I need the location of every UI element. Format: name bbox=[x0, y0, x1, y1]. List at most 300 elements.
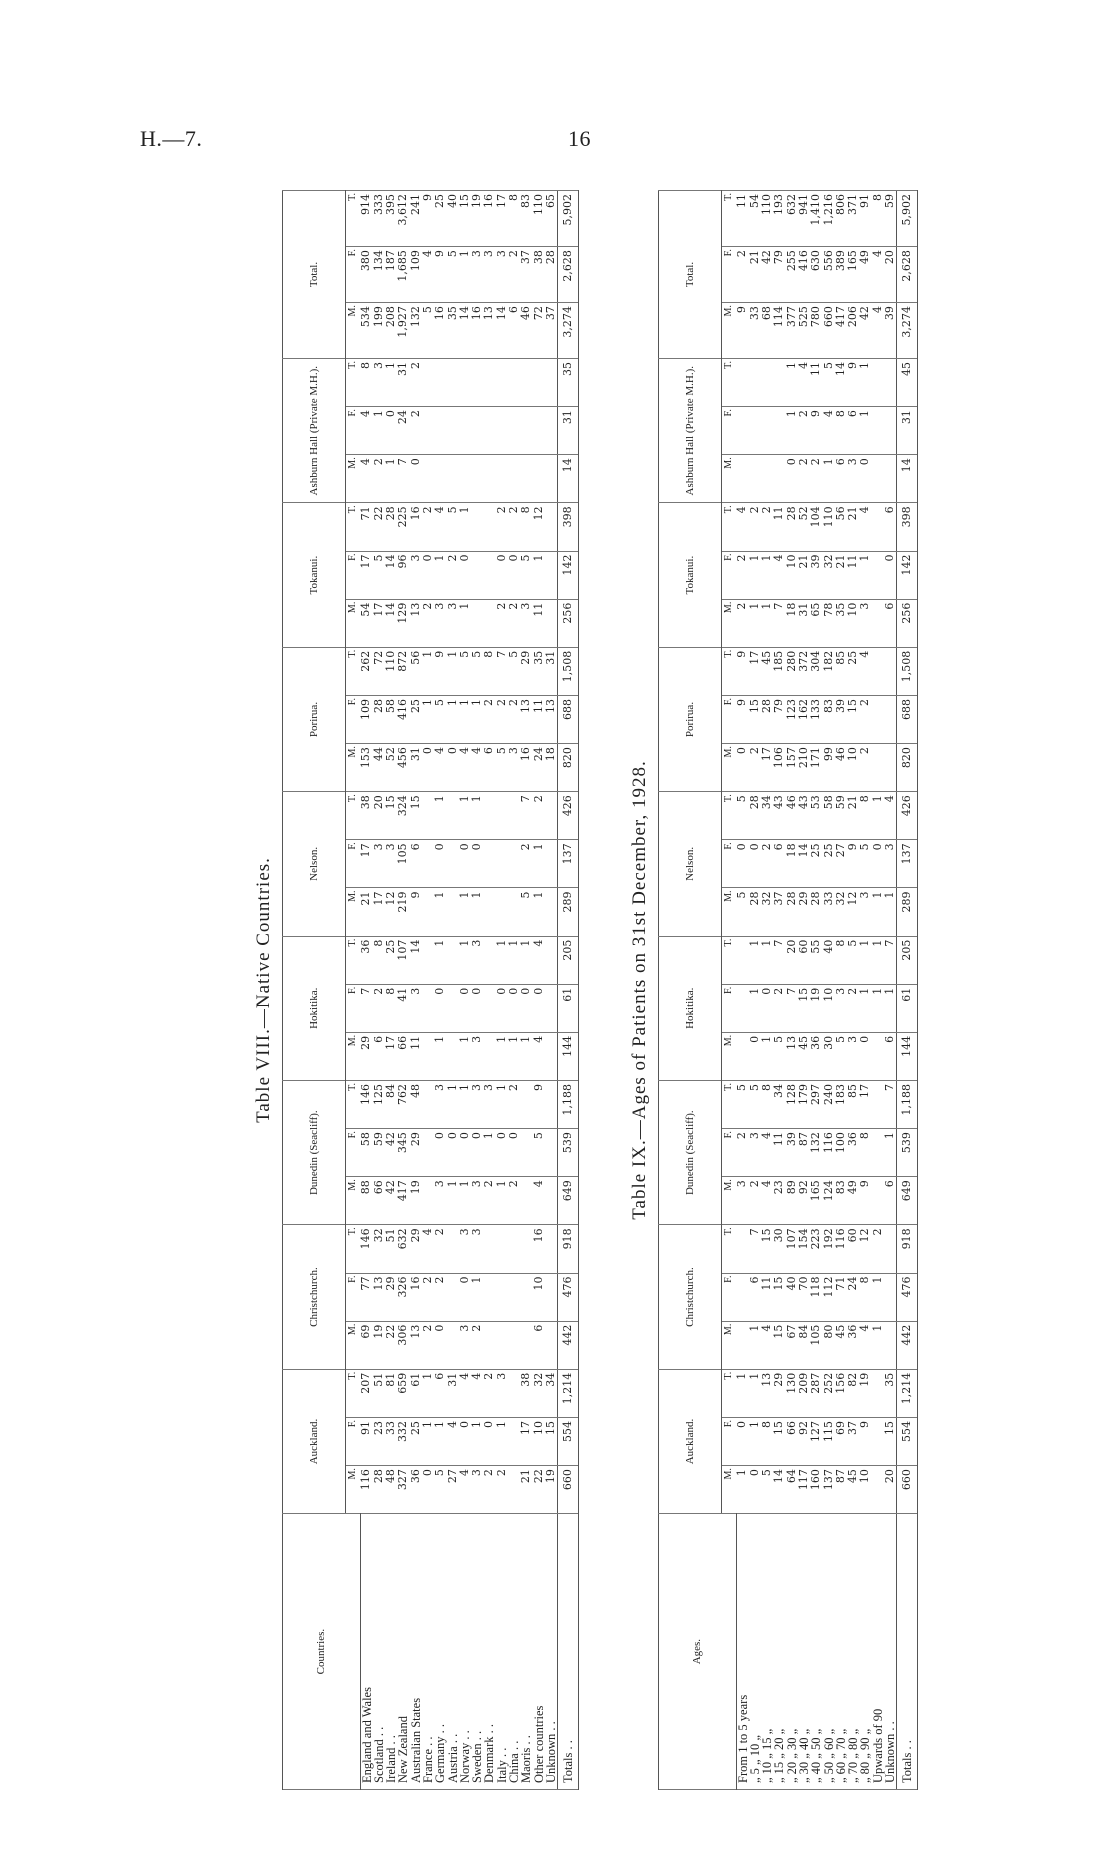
subheader-f: F. bbox=[722, 1273, 737, 1321]
cell-value bbox=[545, 1273, 558, 1321]
cell-value: 11 bbox=[847, 551, 859, 599]
cell-value: 2 bbox=[422, 599, 434, 647]
cell-value: 2 bbox=[508, 695, 520, 743]
cell-value: 1 bbox=[520, 936, 532, 984]
subheader-m: M. bbox=[722, 599, 737, 647]
cell-value: 0 bbox=[872, 840, 884, 888]
cell-value: 10 bbox=[533, 1273, 545, 1321]
cell-value bbox=[483, 984, 495, 1032]
cell-value: 3 bbox=[483, 247, 495, 303]
cell-value bbox=[483, 407, 495, 455]
cell-value: 1 bbox=[385, 455, 397, 503]
subheader-t: T. bbox=[346, 1369, 361, 1417]
cell-value: 13 bbox=[410, 599, 422, 647]
cell-value: 110 bbox=[761, 191, 773, 247]
cell-value: 1 bbox=[471, 792, 483, 840]
cell-value bbox=[761, 455, 773, 503]
row-label: Unknown . . bbox=[545, 1514, 558, 1790]
cell-value: 13 bbox=[545, 695, 558, 743]
cell-value: 6 bbox=[483, 744, 495, 792]
cell-value: 1 bbox=[761, 599, 773, 647]
subheader-t: T. bbox=[346, 359, 361, 407]
cell-value: 3 bbox=[434, 1081, 446, 1129]
column-header: Auckland. bbox=[659, 1369, 722, 1513]
total-value: 2,628 bbox=[558, 247, 579, 303]
cell-value: 40 bbox=[823, 936, 835, 984]
cell-value: 20 bbox=[884, 247, 897, 303]
cell-value: 127 bbox=[810, 1417, 822, 1465]
cell-value: 1 bbox=[736, 1466, 749, 1514]
subheader-t: T. bbox=[722, 359, 737, 407]
cell-value: 5 bbox=[471, 647, 483, 695]
row-label: Other countries bbox=[533, 1514, 545, 1790]
cell-value: 1 bbox=[459, 936, 471, 984]
cell-value: 81 bbox=[385, 1369, 397, 1417]
cell-value: 20 bbox=[373, 792, 385, 840]
cell-value: 36 bbox=[847, 1129, 859, 1177]
table-row bbox=[545, 191, 558, 1790]
cell-value: 6 bbox=[373, 1032, 385, 1080]
cell-value: 9 bbox=[810, 407, 822, 455]
cell-value: 1 bbox=[422, 1417, 434, 1465]
cell-value: 7 bbox=[884, 1081, 897, 1129]
row-label: Scotland . . bbox=[373, 1514, 385, 1790]
cell-value: 210 bbox=[798, 744, 810, 792]
cell-value bbox=[520, 455, 532, 503]
cell-value: 2 bbox=[508, 247, 520, 303]
row-label: „ 20 „ 30 „ bbox=[786, 1514, 798, 1790]
cell-value: 2 bbox=[422, 1273, 434, 1321]
cell-value bbox=[496, 1225, 508, 1273]
cell-value: 23 bbox=[373, 1417, 385, 1465]
cell-value: 71 bbox=[835, 1273, 847, 1321]
cell-value: 3 bbox=[736, 1177, 749, 1225]
cell-value: 5 bbox=[434, 695, 446, 743]
total-value: 1,188 bbox=[897, 1081, 918, 1129]
cell-value: 1 bbox=[459, 1032, 471, 1080]
cell-value: 53 bbox=[810, 792, 822, 840]
cell-value: 1 bbox=[533, 888, 545, 936]
cell-value: 2 bbox=[761, 503, 773, 551]
cell-value: 2 bbox=[410, 407, 422, 455]
cell-value: 5 bbox=[847, 936, 859, 984]
cell-value: 130 bbox=[786, 1369, 798, 1417]
cell-value bbox=[483, 599, 495, 647]
cell-value: 1 bbox=[471, 1273, 483, 1321]
total-value: 476 bbox=[897, 1273, 918, 1321]
row-label: Norway . . bbox=[459, 1514, 471, 1790]
cell-value: 28 bbox=[749, 792, 761, 840]
cell-value: 146 bbox=[360, 1225, 373, 1273]
cell-value: 13 bbox=[410, 1321, 422, 1369]
cell-value: 156 bbox=[835, 1369, 847, 1417]
cell-value bbox=[545, 359, 558, 407]
cell-value: 15 bbox=[749, 695, 761, 743]
table-ix-title: Table IX.—Ages of Patients on 31st December, 1928. bbox=[629, 760, 650, 1220]
subheader-t: T. bbox=[722, 647, 737, 695]
cell-value bbox=[483, 551, 495, 599]
cell-value: 45 bbox=[847, 1466, 859, 1514]
cell-value: 4 bbox=[471, 1369, 483, 1417]
table-row bbox=[773, 191, 785, 1790]
cell-value: 1 bbox=[373, 407, 385, 455]
subheader-f: F. bbox=[722, 1417, 737, 1465]
cell-value: 91 bbox=[360, 1417, 373, 1465]
total-value: 14 bbox=[558, 455, 579, 503]
table-row bbox=[736, 191, 749, 1790]
cell-value: 0 bbox=[385, 407, 397, 455]
cell-value: 25 bbox=[434, 191, 446, 247]
cell-value: 29 bbox=[385, 1273, 397, 1321]
column-header: Auckland. bbox=[283, 1369, 346, 1513]
cell-value: 632 bbox=[786, 191, 798, 247]
cell-value: 36 bbox=[847, 1321, 859, 1369]
cell-value bbox=[508, 1321, 520, 1369]
cell-value: 48 bbox=[385, 1466, 397, 1514]
cell-value: 4 bbox=[422, 247, 434, 303]
cell-value: 28 bbox=[761, 695, 773, 743]
cell-value: 5 bbox=[447, 503, 459, 551]
cell-value: 45 bbox=[761, 647, 773, 695]
cell-value: 3 bbox=[884, 840, 897, 888]
total-value: 205 bbox=[897, 936, 918, 984]
cell-value: 22 bbox=[373, 503, 385, 551]
cell-value: 2 bbox=[810, 455, 822, 503]
cell-value: 183 bbox=[835, 1081, 847, 1129]
cell-value bbox=[520, 359, 532, 407]
cell-value: 3 bbox=[410, 551, 422, 599]
cell-value: 2 bbox=[798, 407, 810, 455]
cell-value: 22 bbox=[385, 1321, 397, 1369]
cell-value: 0 bbox=[459, 984, 471, 1032]
subheader-m: M. bbox=[346, 1177, 361, 1225]
cell-value: 4 bbox=[872, 247, 884, 303]
cell-value: 31 bbox=[447, 1369, 459, 1417]
cell-value: 49 bbox=[847, 1177, 859, 1225]
cell-value: 2 bbox=[520, 840, 532, 888]
cell-value: 110 bbox=[823, 503, 835, 551]
cell-value bbox=[483, 1225, 495, 1273]
cell-value: 32 bbox=[373, 1225, 385, 1273]
cell-value: 56 bbox=[410, 647, 422, 695]
table-row bbox=[859, 191, 871, 1790]
cell-value: 4 bbox=[471, 744, 483, 792]
cell-value bbox=[872, 359, 884, 407]
table-row bbox=[360, 191, 373, 1790]
cell-value: 124 bbox=[823, 1177, 835, 1225]
total-value: 442 bbox=[558, 1321, 579, 1369]
cell-value bbox=[545, 599, 558, 647]
cell-value: 153 bbox=[360, 744, 373, 792]
cell-value: 0 bbox=[459, 551, 471, 599]
stub-header: Ages. bbox=[659, 1514, 737, 1790]
cell-value: 3 bbox=[459, 1225, 471, 1273]
subheader-m: M. bbox=[722, 888, 737, 936]
cell-value: 660 bbox=[823, 303, 835, 359]
cell-value: 91 bbox=[859, 191, 871, 247]
cell-value: 1 bbox=[459, 247, 471, 303]
cell-value: 28 bbox=[786, 503, 798, 551]
subheader-f: F. bbox=[346, 247, 361, 303]
cell-value: 3 bbox=[496, 247, 508, 303]
cell-value: 4 bbox=[459, 1369, 471, 1417]
cell-value: 3 bbox=[373, 359, 385, 407]
cell-value: 4 bbox=[434, 744, 446, 792]
cell-value: 5 bbox=[422, 303, 434, 359]
cell-value: 4 bbox=[434, 503, 446, 551]
cell-value bbox=[471, 599, 483, 647]
table-viii-title: Table VIII.—Native Countries. bbox=[253, 857, 274, 1123]
cell-value: 14 bbox=[459, 303, 471, 359]
total-value: 688 bbox=[558, 695, 579, 743]
cell-value: 1 bbox=[459, 1177, 471, 1225]
total-value: 426 bbox=[558, 792, 579, 840]
cell-value: 5 bbox=[520, 888, 532, 936]
cell-value: 34 bbox=[773, 1081, 785, 1129]
cell-value: 287 bbox=[810, 1369, 822, 1417]
cell-value bbox=[884, 455, 897, 503]
cell-value: 21 bbox=[835, 551, 847, 599]
cell-value: 3 bbox=[859, 888, 871, 936]
cell-value: 3 bbox=[508, 744, 520, 792]
cell-value: 71 bbox=[360, 503, 373, 551]
total-value: 398 bbox=[558, 503, 579, 551]
cell-value: 333 bbox=[373, 191, 385, 247]
subheader-f: F. bbox=[346, 551, 361, 599]
column-header: Porirua. bbox=[283, 647, 346, 791]
cell-value bbox=[496, 1321, 508, 1369]
cell-value: 2 bbox=[508, 1177, 520, 1225]
cell-value: 332 bbox=[397, 1417, 409, 1465]
cell-value: 36 bbox=[810, 1032, 822, 1080]
cell-value: 42 bbox=[859, 303, 871, 359]
cell-value: 4 bbox=[422, 1225, 434, 1273]
cell-value: 4 bbox=[884, 792, 897, 840]
cell-value bbox=[496, 455, 508, 503]
cell-value: 21 bbox=[520, 1466, 532, 1514]
cell-value: 137 bbox=[823, 1466, 835, 1514]
cell-value: 31 bbox=[410, 744, 422, 792]
subheader-m: M. bbox=[722, 1177, 737, 1225]
cell-value: 941 bbox=[798, 191, 810, 247]
cell-value bbox=[545, 1321, 558, 1369]
cell-value: 9 bbox=[859, 1417, 871, 1465]
cell-value: 262 bbox=[360, 647, 373, 695]
cell-value: 59 bbox=[373, 1129, 385, 1177]
cell-value: 780 bbox=[810, 303, 822, 359]
cell-value: 2 bbox=[410, 359, 422, 407]
cell-value: 10 bbox=[847, 599, 859, 647]
row-label: From 1 to 5 years bbox=[736, 1514, 749, 1790]
cell-value: 29 bbox=[520, 647, 532, 695]
cell-value: 4 bbox=[798, 359, 810, 407]
cell-value: 45 bbox=[798, 1032, 810, 1080]
row-label: „ 40 „ 50 „ bbox=[810, 1514, 822, 1790]
subheader-f: F. bbox=[722, 247, 737, 303]
cell-value: 1 bbox=[749, 936, 761, 984]
cell-value: 1 bbox=[508, 936, 520, 984]
cell-value bbox=[736, 1225, 749, 1273]
cell-value: 0 bbox=[736, 840, 749, 888]
cell-value: 15 bbox=[545, 1417, 558, 1465]
cell-value: 15 bbox=[847, 695, 859, 743]
cell-value: 64 bbox=[786, 1466, 798, 1514]
row-label: „ 50 „ 60 „ bbox=[823, 1514, 835, 1790]
cell-value: 83 bbox=[835, 1177, 847, 1225]
cell-value bbox=[545, 1177, 558, 1225]
cell-value: 37 bbox=[545, 303, 558, 359]
cell-value: 1 bbox=[533, 551, 545, 599]
cell-value: 1 bbox=[884, 984, 897, 1032]
cell-value: 4 bbox=[761, 1177, 773, 1225]
cell-value: 79 bbox=[773, 247, 785, 303]
cell-value: 25 bbox=[847, 647, 859, 695]
cell-value: 6 bbox=[410, 840, 422, 888]
cell-value: 241 bbox=[410, 191, 422, 247]
cell-value bbox=[508, 1273, 520, 1321]
cell-value: 165 bbox=[847, 247, 859, 303]
cell-value: 129 bbox=[397, 599, 409, 647]
cell-value: 37 bbox=[847, 1417, 859, 1465]
cell-value: 3 bbox=[859, 599, 871, 647]
cell-value: 17 bbox=[749, 647, 761, 695]
cell-value: 0 bbox=[749, 1466, 761, 1514]
cell-value bbox=[884, 695, 897, 743]
cell-value: 43 bbox=[773, 792, 785, 840]
cell-value: 416 bbox=[798, 247, 810, 303]
subheader-f: F. bbox=[346, 1273, 361, 1321]
cell-value: 25 bbox=[410, 1417, 422, 1465]
cell-value: 0 bbox=[447, 1129, 459, 1177]
cell-value: 9 bbox=[859, 1177, 871, 1225]
total-value: 31 bbox=[897, 407, 918, 455]
cell-value bbox=[483, 792, 495, 840]
cell-value: 54 bbox=[360, 599, 373, 647]
cell-value: 1 bbox=[434, 1417, 446, 1465]
cell-value bbox=[545, 1129, 558, 1177]
cell-value bbox=[761, 407, 773, 455]
cell-value: 80 bbox=[823, 1321, 835, 1369]
cell-value: 83 bbox=[520, 191, 532, 247]
cell-value: 52 bbox=[798, 503, 810, 551]
cell-value: 27 bbox=[835, 840, 847, 888]
cell-value: 146 bbox=[360, 1081, 373, 1129]
total-value: 142 bbox=[897, 551, 918, 599]
cell-value: 7 bbox=[786, 984, 798, 1032]
cell-value: 31 bbox=[798, 599, 810, 647]
cell-value: 0 bbox=[459, 1129, 471, 1177]
cell-value: 8 bbox=[859, 1129, 871, 1177]
cell-value: 14 bbox=[385, 599, 397, 647]
cell-value: 3 bbox=[471, 1466, 483, 1514]
cell-value: 1 bbox=[459, 792, 471, 840]
cell-value: 4 bbox=[761, 1321, 773, 1369]
table-row bbox=[884, 191, 897, 1790]
subheader-m: M. bbox=[722, 744, 737, 792]
subheader-t: T. bbox=[346, 647, 361, 695]
cell-value: 3 bbox=[520, 599, 532, 647]
cell-value: 16 bbox=[410, 503, 422, 551]
row-label: Austria . . bbox=[447, 1514, 459, 1790]
cell-value bbox=[872, 455, 884, 503]
cell-value bbox=[749, 407, 761, 455]
cell-value: 69 bbox=[835, 1417, 847, 1465]
cell-value: 1 bbox=[434, 551, 446, 599]
cell-value: 18 bbox=[786, 840, 798, 888]
cell-value: 2 bbox=[859, 744, 871, 792]
cell-value: 4 bbox=[761, 1129, 773, 1177]
total-value: 5,902 bbox=[558, 191, 579, 247]
cell-value: 28 bbox=[545, 247, 558, 303]
subheader-t: T. bbox=[722, 936, 737, 984]
cell-value: 4 bbox=[459, 744, 471, 792]
cell-value: 19 bbox=[859, 1369, 871, 1417]
cell-value: 2 bbox=[533, 792, 545, 840]
cell-value: 9 bbox=[410, 888, 422, 936]
subheader-t: T. bbox=[346, 936, 361, 984]
cell-value: 83 bbox=[823, 695, 835, 743]
cell-value bbox=[471, 551, 483, 599]
cell-value: 29 bbox=[410, 1129, 422, 1177]
subheader-t: T. bbox=[346, 1225, 361, 1273]
cell-value: 0 bbox=[459, 840, 471, 888]
total-value: 45 bbox=[897, 359, 918, 407]
cell-value bbox=[459, 455, 471, 503]
cell-value: 2 bbox=[496, 1466, 508, 1514]
column-header: Porirua. bbox=[659, 647, 722, 791]
cell-value bbox=[422, 407, 434, 455]
cell-value: 1 bbox=[859, 936, 871, 984]
cell-value: 3 bbox=[749, 1129, 761, 1177]
cell-value bbox=[545, 888, 558, 936]
cell-value: 762 bbox=[397, 1081, 409, 1129]
row-label: England and Wales bbox=[360, 1514, 373, 1790]
subheader-f: F. bbox=[346, 407, 361, 455]
cell-value: 3 bbox=[471, 1177, 483, 1225]
cell-value: 118 bbox=[810, 1273, 822, 1321]
cell-value: 2 bbox=[483, 1369, 495, 1417]
cell-value: 8 bbox=[508, 191, 520, 247]
cell-value: 5 bbox=[434, 1466, 446, 1514]
row-label: New Zealand bbox=[397, 1514, 409, 1790]
cell-value: 0 bbox=[496, 551, 508, 599]
cell-value: 9 bbox=[736, 647, 749, 695]
cell-value: 3 bbox=[471, 1081, 483, 1129]
cell-value: 12 bbox=[859, 1225, 871, 1273]
cell-value: 17 bbox=[385, 1032, 397, 1080]
cell-value: 43 bbox=[798, 792, 810, 840]
cell-value: 1 bbox=[483, 1129, 495, 1177]
cell-value bbox=[736, 455, 749, 503]
cell-value: 255 bbox=[786, 247, 798, 303]
subheader-t: T. bbox=[346, 792, 361, 840]
cell-value: 19 bbox=[410, 1177, 422, 1225]
cell-value: 10 bbox=[533, 1417, 545, 1465]
cell-value bbox=[483, 1273, 495, 1321]
total-value: 539 bbox=[558, 1129, 579, 1177]
cell-value: 3 bbox=[459, 1321, 471, 1369]
cell-value: 66 bbox=[397, 1032, 409, 1080]
cell-value: 0 bbox=[410, 455, 422, 503]
cell-value: 58 bbox=[360, 1129, 373, 1177]
cell-value: 12 bbox=[533, 503, 545, 551]
total-value: 918 bbox=[558, 1225, 579, 1273]
column-header: Dunedin (Seacliff). bbox=[659, 1081, 722, 1225]
cell-value: 0 bbox=[471, 840, 483, 888]
cell-value bbox=[422, 455, 434, 503]
cell-value: 1 bbox=[872, 1273, 884, 1321]
cell-value bbox=[872, 647, 884, 695]
